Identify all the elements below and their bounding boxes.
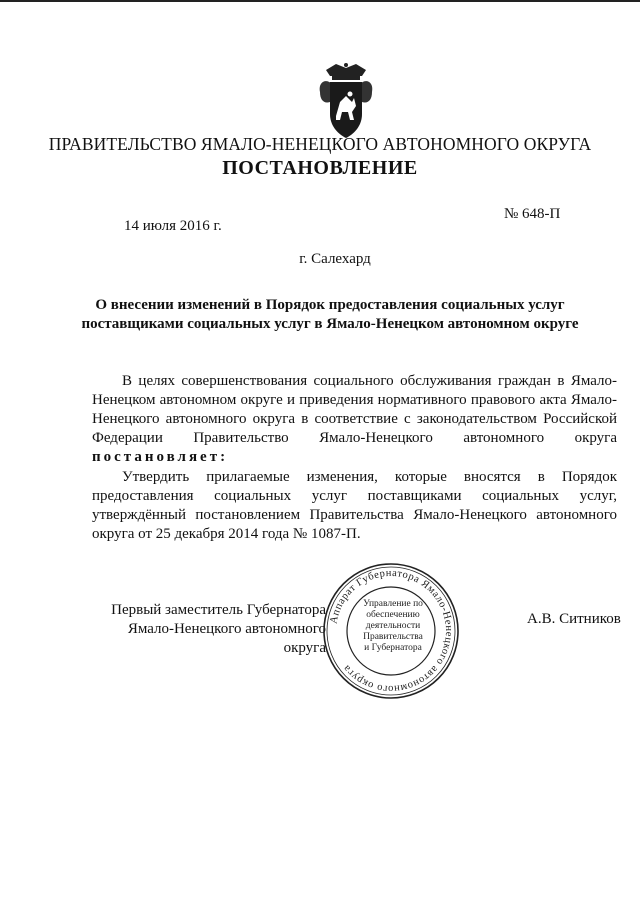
document-date: 14 июля 2016 г. <box>124 218 222 234</box>
scan-edge-line <box>0 0 640 2</box>
signatory-position-line2: Ямало-Ненецкого автономного округа <box>127 621 326 656</box>
stamp-line: деятельности <box>365 621 421 631</box>
stamp-line: Управление по <box>363 599 423 609</box>
document-number: № 648-П <box>504 206 561 222</box>
stamp-ring-text: Аппарат Губернатора Ямало-Ненецкого автономного округа <box>328 567 455 695</box>
document-type-title: ПОСТАНОВЛЕНИЕ <box>222 157 418 179</box>
coat-of-arms-icon <box>316 62 376 142</box>
preamble-text: В целях совершенствования социального обслуживания граждан в Ямало-Ненецком автономном округе и приведения нормативного правового акта Ямало-Ненецкого автономного округа в соответствие с законодательством Российской Федерации Правительство Ямало-Ненецкого автономного округа <box>92 373 617 446</box>
stamp-line: Правительства <box>363 632 423 642</box>
signatory-position <box>104 601 326 658</box>
stamp-center-text <box>356 599 430 654</box>
document-city: г. Салехард <box>299 251 371 267</box>
resolution-paragraph: Утвердить прилагаемые изменения, которые вносятся в Порядок предоставления социальных услуг поставщиками социальных услуг, утверждённый постановлением Правительства Ямало-Ненецкого автономного округа от 25 декабря 2014 года № 1087-П. <box>92 469 617 542</box>
preamble-paragraph <box>92 372 617 467</box>
government-title: ПРАВИТЕЛЬСТВО ЯМАЛО-НЕНЕЦКОГО АВТОНОМНОГО ОКРУГА <box>48 134 592 154</box>
stamp-line: обеспечению <box>366 610 420 620</box>
stamp-line: и Губернатора <box>364 643 422 653</box>
document-subject: О внесении изменений в Порядок предоставления социальных услуг поставщиками социальных услуг в Ямало-Ненецком автономном округе <box>81 297 579 332</box>
signatory-position-line1: Первый заместитель Губернатора <box>111 602 326 618</box>
signatory-name: А.В. Ситников <box>527 611 621 627</box>
decree-word: постановляет: <box>92 449 229 465</box>
